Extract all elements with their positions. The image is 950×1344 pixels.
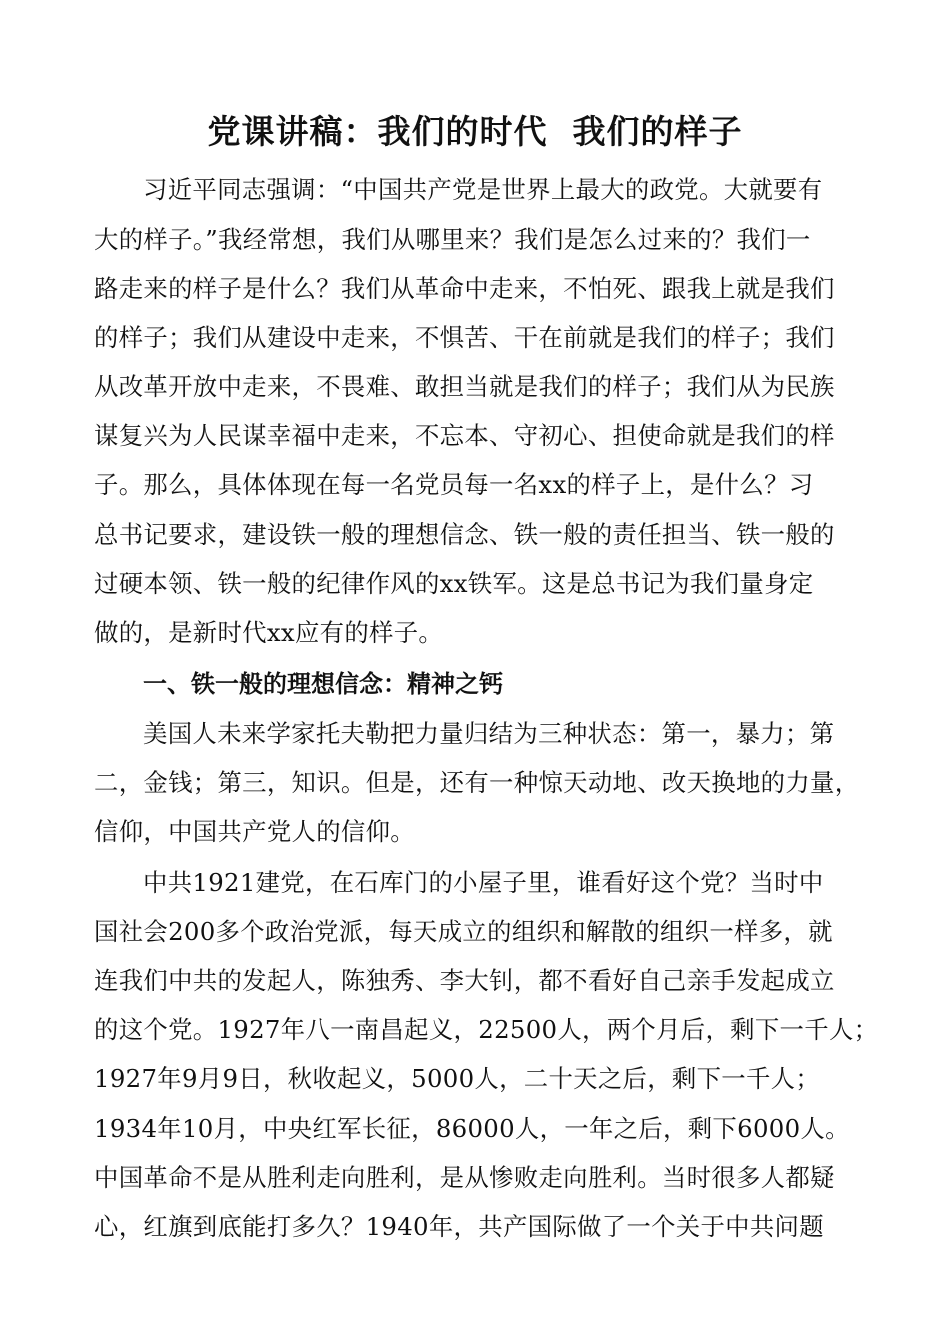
paragraph-1-line-4: 的样子；我们从建设中走来，不惧苦、干在前就是我们的样子；我们	[94, 323, 835, 352]
paragraph-1-line-10: 做的，是新时代xx应有的样子。	[94, 618, 444, 647]
page-title: 党课讲稿：我们的时代 我们的样子	[207, 112, 743, 151]
paragraph-1-line-2: 大的样子。”我经常想，我们从哪里来？我们是怎么过来的？我们一	[94, 225, 811, 254]
paragraph-3-line-2: 国社会200多个政治党派，每天成立的组织和解散的组织一样多，就	[94, 917, 833, 946]
paragraph-1-line-6: 谋复兴为人民谋幸福中走来，不忘本、守初心、担使命就是我们的样	[94, 421, 835, 450]
paragraph-2-line-3: 信仰，中国共产党人的信仰。	[94, 817, 415, 846]
paragraph-1-line-3: 路走来的样子是什么？我们从革命中走来，不怕死、跟我上就是我们	[94, 274, 835, 303]
paragraph-3-line-5: 1927年9月9日，秋收起义，5000人，二十天之后，剩下一千人；	[94, 1064, 821, 1093]
paragraph-1-line-5: 从改革开放中走来，不畏难、敢担当就是我们的样子；我们从为民族	[94, 372, 835, 401]
paragraph-3-line-4: 的这个党。1927年八一南昌起义，22500人，两个月后，剩下一千人；	[94, 1015, 879, 1044]
paragraph-3-line-6: 1934年10月，中央红军长征，86000人，一年之后，剩下6000人。	[94, 1114, 850, 1143]
paragraph-1-line-7: 子。那么，具体体现在每一名党员每一名xx的样子上，是什么？习	[94, 470, 814, 499]
paragraph-1-line-1: 习近平同志强调：“中国共产党是世界上最大的政党。大就要有	[143, 175, 823, 204]
paragraph-3-line-7: 中国革命不是从胜利走向胜利，是从惨败走向胜利。当时很多人都疑	[94, 1163, 835, 1192]
section-heading-1: 一、铁一般的理想信念：精神之钙	[143, 670, 503, 698]
paragraph-3-line-8: 心，红旗到底能打多久？1940年，共产国际做了一个关于中共问题	[94, 1212, 824, 1241]
paragraph-2-line-1: 美国人未来学家托夫勒把力量归结为三种状态：第一，暴力；第	[143, 719, 835, 748]
paragraph-2-line-2: 二，金钱；第三，知识。但是，还有一种惊天动地、改天换地的力量，	[94, 768, 860, 797]
paragraph-1-line-8: 总书记要求，建设铁一般的理想信念、铁一般的责任担当、铁一般的	[94, 520, 835, 549]
paragraph-1-line-9: 过硬本领、铁一般的纪律作风的xx铁军。这是总书记为我们量身定	[94, 569, 814, 598]
paragraph-3-line-3: 连我们中共的发起人，陈独秀、李大钊，都不看好自己亲手发起成立	[94, 966, 835, 995]
paragraph-3-line-1: 中共1921建党，在石库门的小屋子里，谁看好这个党？当时中	[143, 868, 824, 897]
